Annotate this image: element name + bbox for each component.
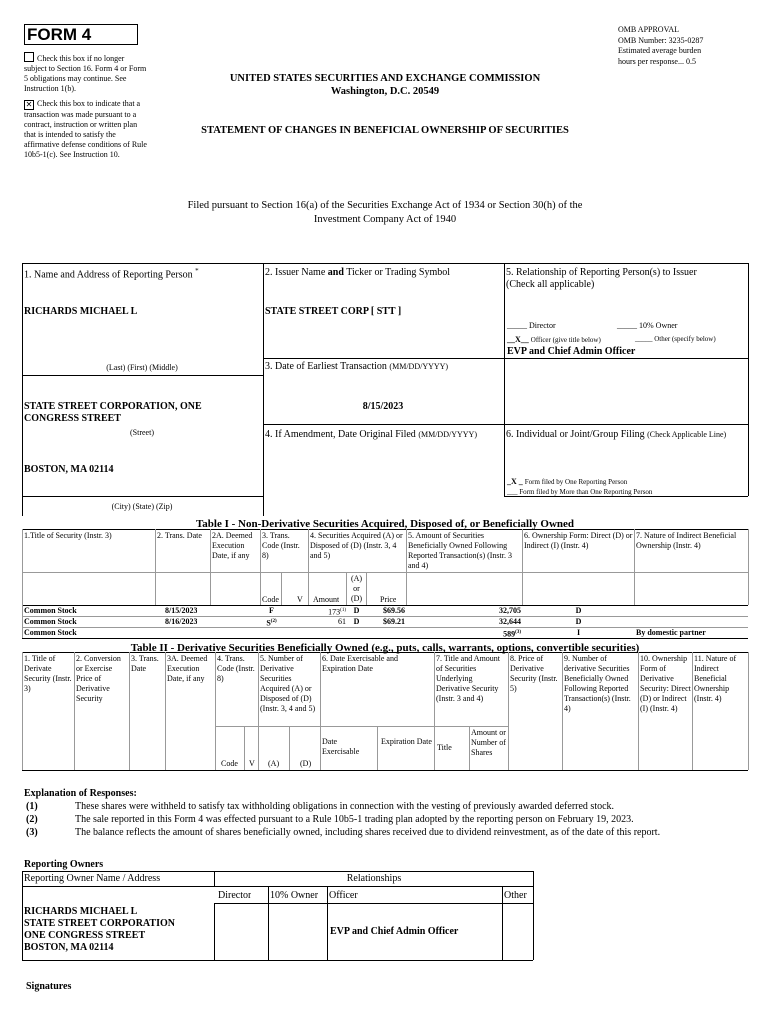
t2-header-conversion: 2. Conversion or Exercise Price of Derivative Security (76, 654, 121, 703)
owners-col-name: Reporting Owner Name / Address (24, 873, 161, 884)
t2-subheader-d: (D) (300, 759, 312, 768)
t1-subheader-v: V (297, 595, 303, 604)
reporting-person-name: RICHARDS MICHAEL L (24, 306, 138, 317)
t1-row1-amount: 173$^{(1)}$ (328, 607, 346, 617)
checkbox-checked-icon[interactable]: ✕ (25, 100, 33, 109)
t2-header-title: 1. Title of Derivate Security (Instr. 3) (24, 654, 72, 693)
t2-header-underlying: 7. Title and Amount of Securities Underlying Derivative Security (Instr. 3 and 4) (436, 654, 501, 703)
box2-label: 2. Issuer Name and Ticker or Trading Symbol (265, 267, 451, 278)
box4-label: 4. If Amendment, Date Original Filed (MM/DD/YYYY) (265, 429, 477, 440)
filed-pursuant (110, 199, 660, 227)
reporting-person-street: STATE STREET CORPORATION, ONE CONGRESS STREET (24, 401, 202, 424)
box5-label: 5. Relationship of Reporting Person(s) to Issuer (Check all applicable) (506, 267, 697, 290)
earliest-transaction-date: 8/15/2023 (362, 401, 404, 412)
filed-pursuant-line1: Filed pursuant to Section 16(a) of the Securities Exchange Act of 1934 or Section 30(h) of the (187, 200, 583, 211)
omb-line2: OMB Number: 3235-0287 (618, 35, 704, 45)
owners-col-relationships: Relationships (346, 873, 402, 884)
t1-subheader-amount: Amount (313, 595, 340, 604)
form-title: FORM 4 (27, 25, 92, 44)
box3-label: 3. Date of Earliest Transaction (MM/DD/YYYY) (265, 361, 449, 372)
city-parts-label: (City) (State) (Zip) (111, 502, 173, 511)
t1-header-owned: 5. Amount of Securities Beneficially Owned Following Reported Transaction(s) (Instr. 3 and 4) (408, 531, 512, 570)
agency-line1: UNITED STATES SECURITIES AND EXCHANGE COMMISSION (229, 73, 541, 84)
t1-row1-date: 8/15/2023 (165, 606, 198, 615)
filing-one-person: _X _ Form filed by One Reporting Person (507, 477, 628, 486)
checkbox-icon[interactable] (24, 52, 34, 62)
t2-header-price: 8. Price of Derivative Security (Instr. 5) (510, 654, 558, 693)
street-label: (Street) (130, 428, 154, 437)
t2-header-owned: 9. Number of derivative Securities Beneficially Owned Following Reported Transaction(s) (Instr. 4) (564, 654, 631, 713)
omb-line1: OMB APPROVAL (618, 25, 679, 34)
t1-row2-aord: D (353, 617, 360, 626)
owners-col-10pct: 10% Owner (270, 890, 319, 901)
t1-header-title: 1.Title of Security (Instr. 3) (24, 531, 112, 540)
table2-title: Table II - Derivative Securities Beneficially Owned (e.g., puts, calls, warrants, options, convertible securities) (130, 642, 640, 654)
t1-header-code: 3. Trans. Code (Instr. 8) (262, 531, 300, 560)
reporting-person-city: BOSTON, MA 02114 (24, 464, 114, 475)
owners-col-other: Other (504, 890, 527, 901)
t2-subheader-code: Code (221, 759, 238, 768)
t1-row2-form: D (575, 617, 582, 626)
t1-subheader-code: Code (262, 595, 279, 604)
table1-title: Table I - Non-Derivative Securities Acquired, Disposed of, or Beneficially Owned (195, 518, 575, 530)
t1-header-acquired: 4. Securities Acquired (A) or Disposed of (D) (Instr. 3, 4 and 5) (310, 531, 403, 560)
checkbox-no-longer-subject-text: Check this box if no longer subject to Section 16. Form 4 or Form 5 obligations may continue. See Instruction 1(b). (24, 54, 147, 93)
t2-subheader-a: (A) (268, 759, 280, 768)
footnote-3-num: (3) (26, 827, 38, 838)
t2-header-number: 5. Number of Derivative Securities Acquired (A) or Disposed of (D) (Instr. 3, 4 and 5) (260, 654, 316, 713)
t2-subheader-title: Title (437, 743, 452, 752)
t1-row2-price: $69.21 (383, 617, 405, 626)
relationship-director: _____ Director (507, 321, 556, 330)
t1-row3-form: I (576, 628, 581, 637)
t1-row2-code: $S^{(2)}$ (266, 618, 277, 628)
t1-row1-form: D (575, 606, 582, 615)
t2-subheader-expiration: Expiration Date (381, 737, 432, 746)
t2-subheader-amount: Amount or Number of Shares (471, 728, 506, 757)
owner-name-address: RICHARDS MICHAEL L STATE STREET CORPORATION ONE CONGRESS STREET BOSTON, MA 02114 (24, 906, 175, 953)
omb-line4: hours per response... 0.5 (618, 56, 696, 66)
agency-line2: Washington, D.C. 20549 (330, 86, 440, 97)
statement-title: STATEMENT OF CHANGES IN BENEFICIAL OWNERSHIP OF SECURITIES (201, 125, 569, 136)
t1-row2-title: Common Stock (24, 617, 77, 626)
t2-header-nature: 11. Nature of Indirect Beneficial Ownership (Instr. 4) (694, 654, 737, 703)
t1-header-nature: 7. Nature of Indirect Beneficial Ownership (Instr. 4) (636, 531, 737, 550)
omb-line3: Estimated average burden (618, 46, 702, 55)
checkbox-no-longer-subject[interactable] (24, 52, 148, 94)
t1-row2-amount: 61 (338, 617, 346, 626)
t2-subheader-date-exercisable: Date Exercisable (322, 737, 360, 756)
form-title-box (24, 24, 138, 45)
t1-row1-owned: 32,705 (499, 606, 521, 615)
owners-col-officer: Officer (329, 890, 358, 901)
t2-header-code: 4. Trans. Code (Instr. 8) (217, 654, 255, 683)
t1-row1-price: $69.56 (383, 606, 405, 615)
t1-row3-title: Common Stock (24, 628, 77, 637)
t2-header-deemed: 3A. Deemed Execution Date, if any (167, 654, 208, 683)
omb-approval (618, 25, 758, 67)
t1-header-deemed: 2A. Deemed Execution Date, if any (212, 531, 253, 560)
name-parts-label: (Last) (First) (Middle) (106, 363, 178, 372)
owners-col-director: Director (218, 890, 252, 901)
footnote-3-text: The balance reflects the amount of shares beneficially owned, including shares received due to dividend reinvestment, as of the date of this report. (75, 827, 661, 838)
t1-row2-date: 8/16/2023 (165, 617, 198, 626)
t2-header-exercisable: 6. Date Exercisable and Expiration Date (322, 654, 398, 673)
t1-row1-title: Common Stock (24, 606, 77, 615)
footnote-2-text: The sale reported in this Form 4 was effected pursuant to a Rule 10b5-1 trading plan adopted by the reporting person on February 19, 2023. (75, 814, 634, 825)
explanation-heading: Explanation of Responses: (24, 788, 137, 799)
t1-header-date: 2. Trans. Date (157, 531, 202, 540)
footnote-2-num: (2) (26, 814, 38, 825)
footnote-1-text: These shares were withheld to satisfy tax withholding obligations in connection with the vesting of previously awarded deferred stock. (75, 801, 615, 812)
relationship-10pct: _____ 10% Owner (617, 321, 678, 330)
issuer-name: STATE STREET CORP [ STT ] (265, 306, 402, 317)
t1-subheader-aord: (A) or (D) (350, 574, 363, 603)
t2-subheader-v: V (249, 759, 255, 768)
filed-pursuant-line2: Investment Company Act of 1940 (313, 214, 457, 225)
t1-row1-code: F (269, 606, 274, 615)
relationship-officer: __X__ Officer (give title below) (507, 335, 601, 344)
t1-row3-owned: 589$^{(3)}$ (503, 629, 521, 639)
signatures-heading: Signatures (26, 981, 72, 992)
t1-row2-owned: 32,644 (499, 617, 521, 626)
box6-label: 6. Individual or Joint/Group Filing (Check Applicable Line) (506, 429, 727, 440)
box1-label: 1. Name and Address of Reporting Person * (24, 267, 199, 281)
t2-header-form: 10. Ownership Form of Derivative Security: Direct (D) or Indirect (I) (Instr. 4) (640, 654, 691, 713)
t1-row1-aord: D (353, 606, 360, 615)
t1-subheader-price: Price (380, 595, 397, 604)
reporting-owners-heading: Reporting Owners (24, 859, 104, 870)
relationship-other: _____ Other (specify below) (635, 335, 716, 343)
filing-multiple-persons: ___ Form filed by More than One Reporting Person (507, 488, 653, 496)
checkbox-10b5-1-text: Check this box to indicate that a transaction was made pursuant to a contract, instruction or written plan that is intended to satisfy the affirmative defense conditions of Rule 10b5-1(c). See Instruction 10. (24, 99, 147, 159)
t1-row3-nature: By domestic partner (636, 628, 706, 637)
t2-header-date: 3. Trans. Date (131, 654, 159, 673)
agency-name (160, 72, 610, 98)
owner-officer-title: EVP and Chief Admin Officer (330, 926, 459, 937)
t1-header-form: 6. Ownership Form: Direct (D) or Indirect (I) (Instr. 4) (524, 531, 633, 550)
footnote-1-num: (1) (26, 801, 38, 812)
officer-title: EVP and Chief Admin Officer (507, 346, 636, 357)
